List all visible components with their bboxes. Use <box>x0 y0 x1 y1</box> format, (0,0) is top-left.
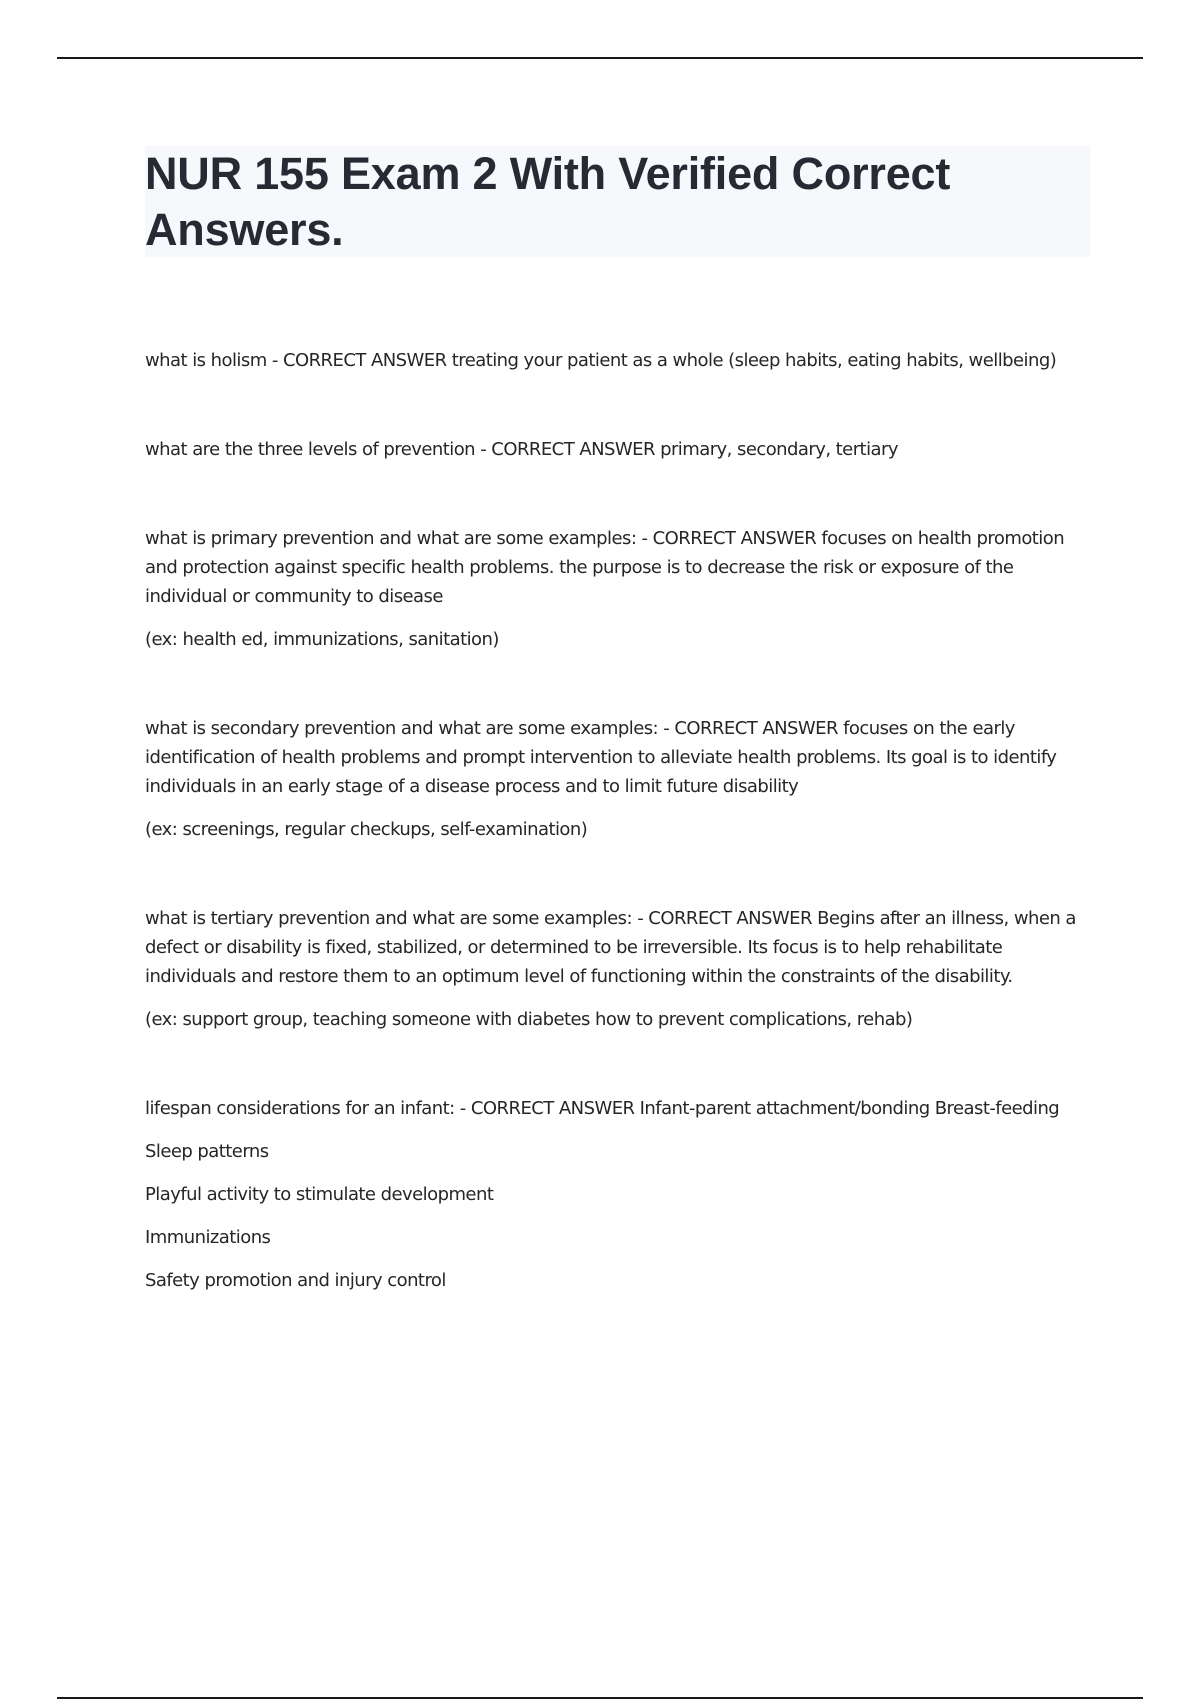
qa-examples: (ex: screenings, regular checkups, self-examination) <box>145 819 588 840</box>
qa-list-item: Playful activity to stimulate development <box>145 1184 494 1205</box>
qa-question-answer: what are the three levels of prevention - CORRECT ANSWER primary, secondary, tertiary <box>145 439 898 460</box>
qa-question-answer: what is secondary prevention and what are some examples: - CORRECT ANSWER focuses on the early identification of health problems and prompt intervention to alleviate health problems. Its goal is to identify individuals in an early stage of a disease process and to limit future disability <box>145 718 1057 797</box>
qa-list-item: Safety promotion and injury control <box>145 1270 446 1291</box>
qa-examples: (ex: health ed, immunizations, sanitation) <box>145 629 499 650</box>
qa-entry <box>145 435 1090 464</box>
qa-list <box>145 346 1090 1355</box>
title-block <box>145 146 1090 257</box>
qa-question-answer: what is holism - CORRECT ANSWER treating your patient as a whole (sleep habits, eating habits, wellbeing) <box>145 350 1057 371</box>
qa-question-answer: lifespan considerations for an infant: - CORRECT ANSWER Infant-parent attachment/bonding Breast-feeding <box>145 1098 1060 1119</box>
footer-rule <box>57 1697 1143 1699</box>
qa-question-answer: what is primary prevention and what are some examples: - CORRECT ANSWER focuses on health promotion and protection against specific health problems. the purpose is to decrease the risk or exposure of the individual or community to disease <box>145 528 1065 607</box>
qa-entry <box>145 1094 1090 1295</box>
qa-list-item: Immunizations <box>145 1227 271 1248</box>
document-title: NUR 155 Exam 2 With Verified Correct Answers. <box>145 148 951 255</box>
qa-examples: (ex: support group, teaching someone with diabetes how to prevent complications, rehab) <box>145 1009 913 1030</box>
header-rule <box>57 57 1143 59</box>
qa-question-answer: what is tertiary prevention and what are some examples: - CORRECT ANSWER Begins after an illness, when a defect or disability is fixed, stabilized, or determined to be irreversible. Its focus is to help rehabilitate individuals and restore them to an optimum level of functioning within the constraints of the disability. <box>145 908 1076 987</box>
qa-entry <box>145 346 1090 375</box>
qa-entry <box>145 904 1090 1034</box>
qa-entry <box>145 714 1090 844</box>
qa-list-item: Sleep patterns <box>145 1141 269 1162</box>
qa-entry <box>145 524 1090 654</box>
